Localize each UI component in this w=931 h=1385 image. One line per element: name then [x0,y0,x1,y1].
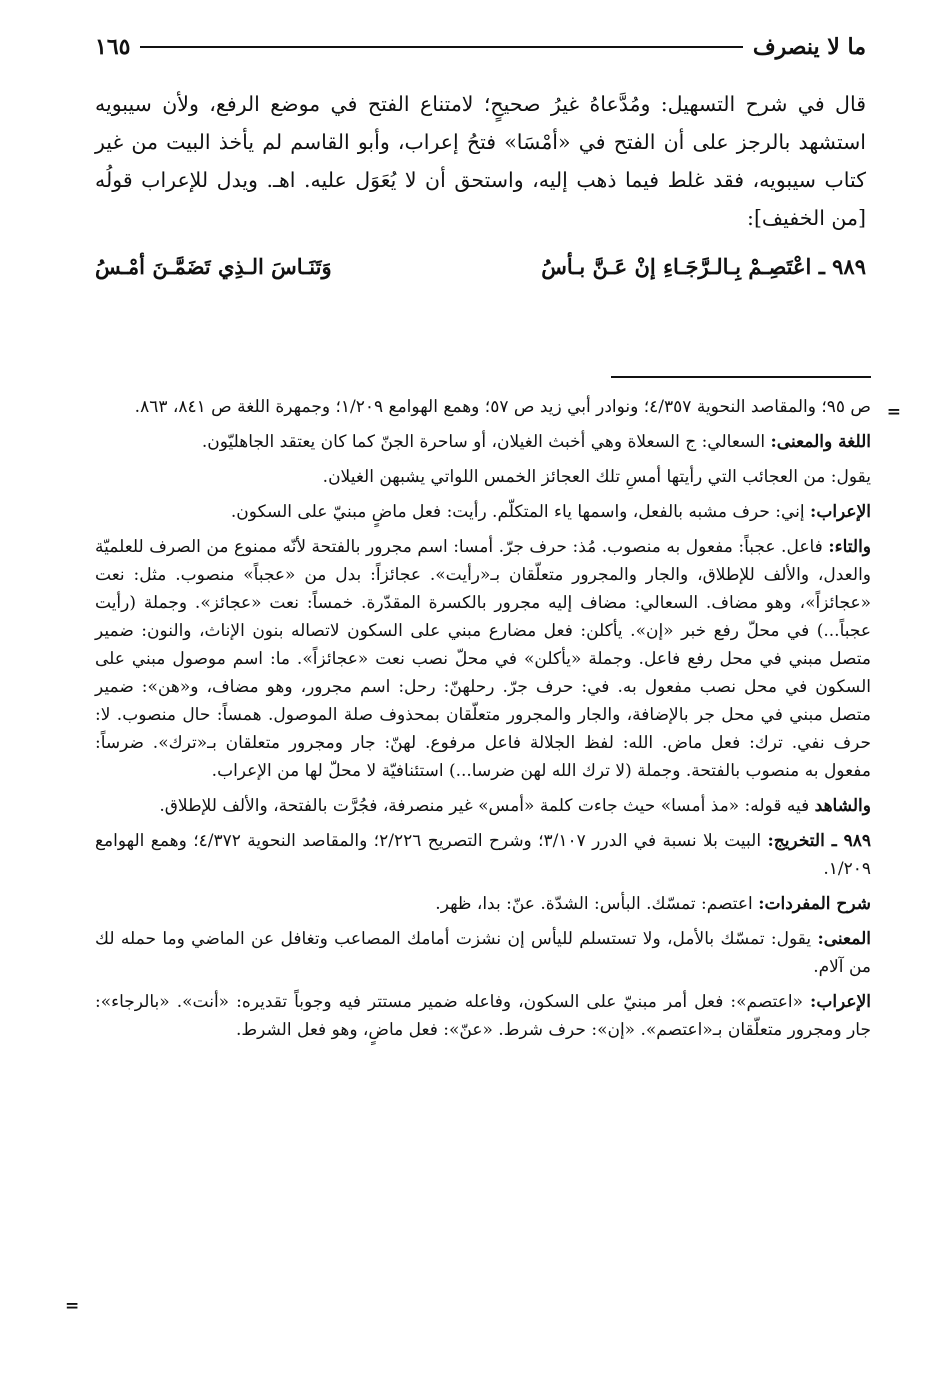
verse-line [95,249,866,285]
footnote-irab2-label: والتاء: [828,537,872,557]
footnote-irab-label: الإعراب: [810,502,871,522]
header-rule [140,46,742,48]
main-paragraph: قال في شرح التسهيل: ومُدَّعاهُ غيرُ صحيحٍ؛ لامتناع الفتح في موضع الرفع، ولأن سيبويه استشهد بالرجز على أن الفتح في «أمْسَا» فتحُ إعراب، وأبو القاسم لم يأخذ البيت من غير كتاب سيبويه، فقد غلط فيما ذهب إليه، واستحق أن لا يُعَوَل عليه. اهـ. ويدل للإعراب قولُه [من الخفيف]: [95,92,866,230]
verse-number: ٩٨٩ ـ [818,254,866,279]
footnote-mufradat-label: شرح المفردات: [758,894,871,914]
footnote-lugha-text: السعالي: ج السعلاة وهي أخبث الغيلان، أو ساحرة الجنّ كما كان يعتقد الجاهليّون. [201,432,771,452]
footnote-yaqul: يقول: من العجائب التي رأيتها أمسِ تلك العجائز الخمس اللواتي يشبهن الغيلان. [322,467,871,487]
footnote-shahid-text: فيه قوله: «مذ أمسا» حيث جاءت كلمة «أمس» غير منصرفة، فجُرَّت بالفتحة، والألف للإطلاق. [159,796,815,816]
footnote-shahid [95,792,871,820]
footnote-sources-text: ص ٩٥؛ والمقاصد النحوية ٤/٣٥٧؛ ونوادر أبي زيد ص ٥٧؛ وهمع الهوامع ١/٢٠٩؛ وجمهرة اللغة ص ٨٤١، ٨٦٣. [134,397,871,417]
footnote-mana [95,925,871,981]
footnote-irab2-text: فاعل. عجباً: مفعول به منصوب. مُذ: حرف جرّ. أمسا: اسم مجرور بالفتحة لأنّه ممنوع من الصرف للعلميّة والعدل، والألف للإطلاق، والجار والمجرور متعلّقان بـ«رأيت». عجائزاً: بدل من «عجباً» منصوب. مثل: نعت «عجائزاً»، وهو مضاف. السعالي: مضاف إليه مجرور بالكسرة المقدّرة. خمساً: نعت «عجائز». وجملة (رأيت عجباً...) في محلّ رفع خبر «إن». يأكلن: فعل مضارع مبني على السكون لاتصاله بنون الإناث، والنون: ضمير متصل مبني في محل رفع فاعل. وجملة «يأكلن» في محلّ نصب نعت «عجائزاً». ما: اسم موصول مبني على السكون في محل نصب مفعول به. في: حرف جرّ. رحلهنّ: رحل: اسم مجرور، وهو مضاف، و«هن»: ضمير متصل مبني في محل جر بالإضافة، والجار والمجرور متعلّقان بمحذوف صلة الموصول. همساً: حال منصوب. لا: حرف نفي. ترك: فعل ماض. الله: لفظ الجلالة فاعل مرفوع. لهنّ: جار ومجرور متعلقان بـ«ترك». ضرساً: مفعول به منصوب بالفتحة. وجملة (لا ترك الله لهن ضرسا...) استئنافيّة لا محلّ لها من الإعراب. [95,537,871,781]
footnote-irab-continued [95,533,871,785]
footnote-lugha [95,428,871,456]
verse-hemistich-1: اعْتَصِـمْ بِـالـرَّجَـاءِ إنْ عَـنَّ بـأسُ [541,254,812,279]
continuation-mark-top: = [886,402,901,422]
footnote-separator [611,376,871,378]
footnote-irab3-text: «اعتصم»: فعل أمر مبنيّ على السكون، وفاعله ضمير مستتر فيه وجوباً تقديره: «أنت». «بالرجاء»: جار ومجرور متعلّقان بـ«اعتصم». «إن»: حرف شرط. «عنّ»: فعل ماضٍ، وهو فعل الشرط. [95,992,871,1040]
main-text [95,85,866,285]
footnotes [95,393,871,1051]
continuation-mark-bottom: = [65,1296,80,1316]
page-number: ١٦٥ [95,34,131,60]
verse-first-part [541,249,866,285]
footnote-mana-label: المعنى: [817,929,871,949]
footnote-irab-verse [95,988,871,1044]
running-header [95,30,866,64]
verse-hemistich-2: وَتَنَـاسَ الـذِي تَضَمَّـنَ أمْـسُ [95,254,332,279]
footnote-lugha-label: اللغة والمعنى: [770,432,871,452]
footnote-irab [95,498,871,526]
footnote-sources [95,393,871,421]
footnote-takhrij [95,827,871,883]
footnote-takhrij-label: ٩٨٩ ـ التخريج: [767,831,871,851]
footnote-shahid-label: والشاهد [814,796,871,816]
footnote-takhrij-text: البيت بلا نسبة في الدرر ٣/١٠٧؛ وشرح التصريح ٢/٢٢٦؛ والمقاصد النحوية ٤/٣٧٢؛ وهمع الهوامع ١/٢٠٩. [95,831,871,879]
footnote-mufradat [95,890,871,918]
footnote-mana-text: يقول: تمسّك بالأمل، ولا تستسلم لليأس إن نشزت أمامك المصاعب وتغافل عن الماضي وما حمله لك من آلام. [95,929,871,977]
footnote-irab3-label: الإعراب: [810,992,871,1012]
footnote-irab-text: إني: حرف مشبه بالفعل، واسمها ياء المتكلّم. رأيت: فعل ماضٍ مبنيّ على السكون. [230,502,811,522]
running-title: ما لا ينصرف [752,34,866,60]
footnote-mufradat-text: اعتصم: تمسّك. البأس: الشدّة. عنّ: بدا، ظهر. [435,894,759,914]
